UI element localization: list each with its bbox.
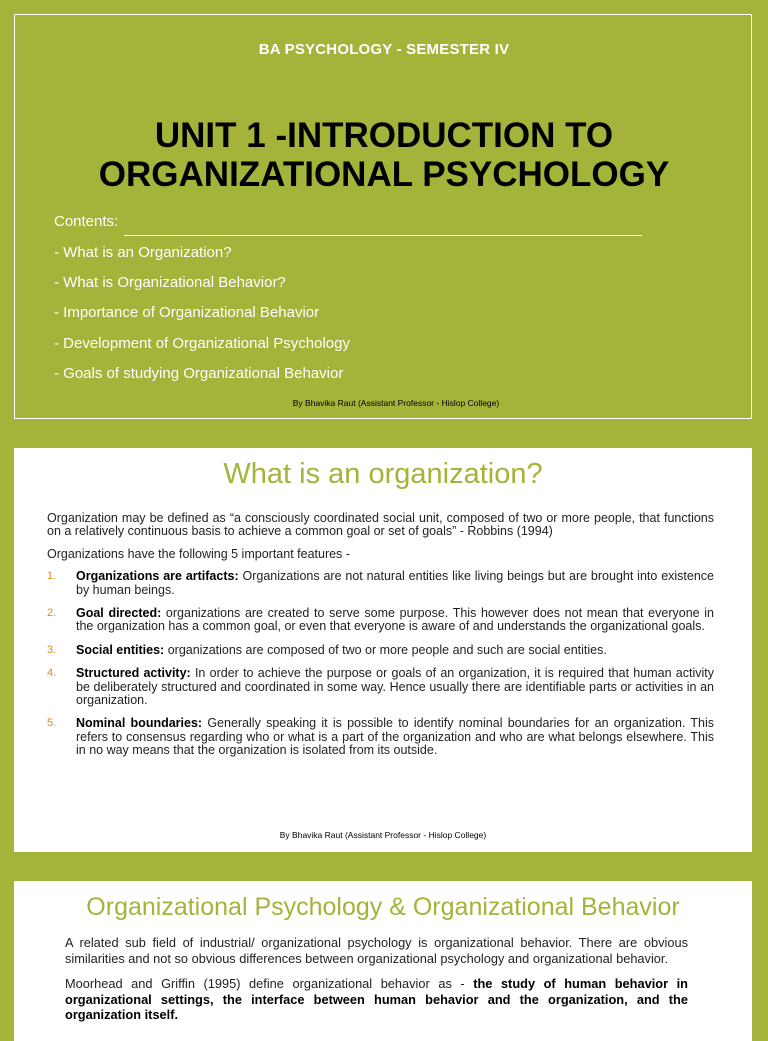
contents-list [54,243,350,394]
contents-item: - What is Organizational Behavior? [54,274,286,292]
feature-number: 2. [47,607,57,620]
unit-title [0,116,768,194]
feature-number: 4. [47,667,57,680]
features-intro: Organizations have the following 5 important features - [47,546,350,561]
unit-title-line-1: UNIT 1 -INTRODUCTION TO [154,116,614,155]
citation-text: Moorhead and Griffin (1995) define organizational behavior as - [65,976,474,991]
contents-item: - What is an Organization? [54,244,232,261]
feature-item [47,570,714,597]
feature-number: 1. [47,570,57,583]
feature-text: organizations are created to serve some purpose. This however does not mean that everyone in the organization has a common goal, or even that everyone is aware of and understands the organizational goals. [76,606,715,634]
feature-text: organizations are composed of two or more people and such are social entities. [164,642,607,657]
feature-item [47,667,714,707]
contents-item: - Goals of studying Organizational Behavior [54,364,344,382]
paragraph: A related sub field of industrial/ organizational psychology is organizational behavior. There are obvious similarities and not so obvious differences between organizational psychology and organizational behavior. [65,935,688,966]
slide-title: Organizational Psychology & Organizational Behavior [86,893,680,921]
feature-term: Structured activity: [76,666,191,681]
definition-paragraph [65,976,688,1023]
feature-number: 5. [47,717,57,730]
contents-item: - Development of Organizational Psychology [54,334,350,352]
feature-text: Organizations are not natural entities like living beings but are brought into existence by human beings. [76,569,714,597]
feature-item [47,607,714,634]
features-list [47,570,714,757]
slide-body [47,512,714,768]
feature-term: Nominal boundaries: [76,716,203,731]
feature-term: Goal directed: [76,606,162,621]
feature-term: Organizations are artifacts: [76,569,239,584]
slide-body [65,935,688,1033]
course-heading: BA PSYCHOLOGY - SEMESTER IV [258,41,510,58]
feature-text: Generally speaking it is possible to identify nominal boundaries for an organization. This refers to consensus regarding who or what is a part of the organization and who are what belongs elsewhere. This in no way means that the organization is isolated from its outside. [76,716,714,758]
contents-item: - Importance of Organizational Behavior [54,304,320,322]
feature-text: In order to achieve the purpose or goals of an organization, it is required that human activity be deliberately structured and coordinated in some way. Hence usually there are identifiable parts or activities in an organization. [76,666,714,708]
title-slide [0,0,768,432]
organization-slide [14,448,752,852]
author-byline: By Bhavika Raut (Assistant Professor - Hislop College) [292,398,500,408]
slide-title: What is an organization? [223,458,543,490]
contents-label: Contents: [54,213,119,230]
definition-bold: the study of human behavior in organizational settings, the interface between human behavior and the organization, and the organization itself. [65,976,688,1022]
unit-title-line-2: ORGANIZATIONAL PSYCHOLOGY [98,155,670,194]
author-byline: By Bhavika Raut (Assistant Professor - Hislop College) [279,830,487,840]
feature-item [47,717,714,757]
feature-term: Social entities: [76,642,165,657]
org-psych-vs-ob-slide [14,881,752,1041]
feature-item [47,644,714,657]
contents-underline [124,235,642,236]
feature-number: 3. [47,643,57,656]
definition-paragraph: Organization may be defined as “a consciously coordinated social unit, composed of two or more people, that functions on a relatively continuous basis to achieve a common goal or set of goals” - Robbins (1994) [47,511,714,539]
